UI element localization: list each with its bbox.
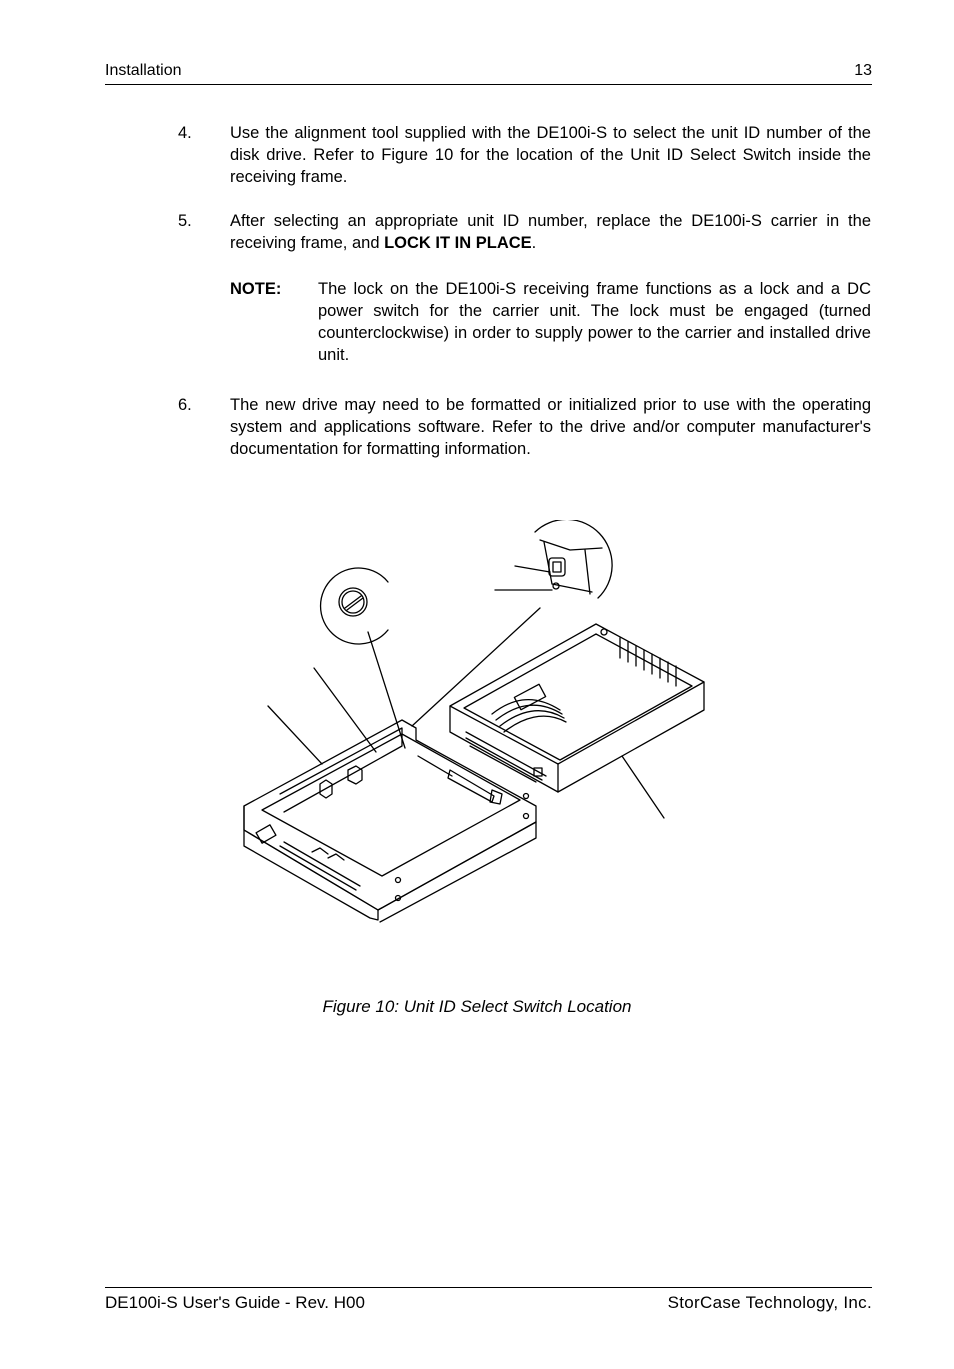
receiving-frame [450,624,704,792]
note-label: NOTE: [230,280,282,298]
callout-line [268,706,322,764]
callout-line [622,756,664,818]
figure-drive-illustration [240,520,710,930]
step-text [230,210,871,254]
page-header [105,62,872,85]
note-text: The lock on the DE100i-S receiving frame functions as a lock and a DC power switch for the carrier unit. The lock must be engaged (turned counterclockwise) in order to supply power to the carrier and installed drive unit. [318,280,871,364]
footer-document-title: DE100i-S User's Guide - Rev. H00 [105,1293,365,1312]
step-number: 5. [178,212,192,230]
step-text-part: After selecting an appropriate unit ID number, replace the DE100i-S carrier in the receiving frame, and [230,212,871,252]
header-page-number: 13 [854,62,872,79]
note-block [230,278,871,366]
step-number: 4. [178,124,192,142]
step-number: 6. [178,396,192,414]
header-section-title: Installation [105,62,182,79]
step-text: Use the alignment tool supplied with the DE100i-S to select the unit ID number of the disk drive. Refer to Figure 10 for the location of the Unit ID Select Switch inside the receiving frame. [230,124,871,186]
switch-detail-callout [321,568,405,748]
drive-carrier [244,720,536,922]
lock-detail-callout [412,520,612,726]
step-text: The new drive may need to be formatted or initialized prior to use with the operating system and applications software. Refer to the drive and/or computer manufacturer's documentation for formatting information. [230,396,871,458]
figure-caption: Figure 10: Unit ID Select Switch Location [322,997,632,1016]
step-text-part: . [531,234,537,252]
step-6 [178,394,871,460]
step-5 [178,210,871,254]
footer-company: StorCase Technology, Inc. [667,1293,872,1312]
page-footer [105,1287,872,1318]
step-text-emphasis: LOCK IT IN PLACE [384,234,532,252]
step-4 [178,122,871,188]
